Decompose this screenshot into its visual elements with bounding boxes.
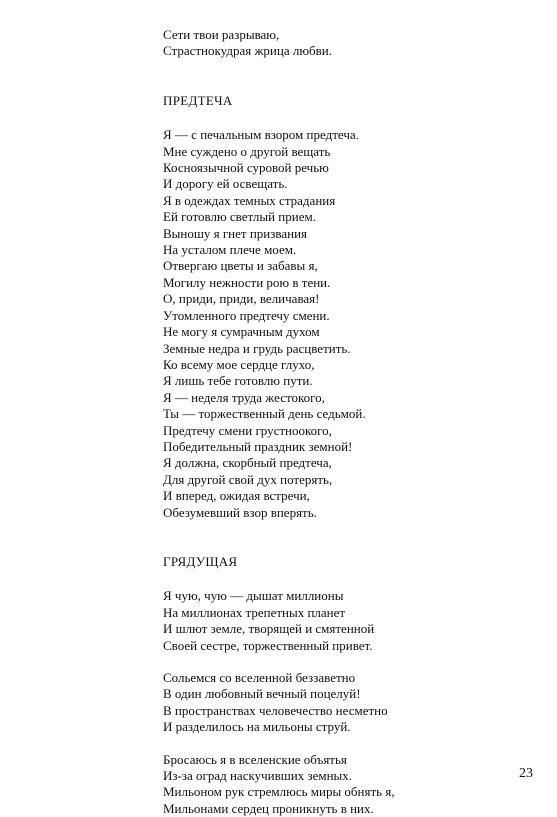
poem-text-block (163, 27, 543, 817)
poem-line: Из-за оград наскучивших земных. (163, 768, 353, 784)
poem-line: Земные недра и грудь расцветить. (163, 340, 351, 356)
poem-line: Ко всему мое сердце глухо, (163, 356, 315, 372)
poem-line: И шлют земле, творящей и смятенной (163, 621, 375, 637)
poem-line: Сольемся со вселенной беззаветно (163, 670, 356, 685)
poem-line: Не могу я сумрачным духом (163, 324, 320, 340)
poem-line: И разделилось на мильоны струй. (163, 719, 351, 735)
poem-line: Сети твои разрываю, (163, 27, 280, 42)
poem-line: О, приди, приди, величавая! (163, 291, 320, 307)
poem-line: Утомленного предтечу смени. (163, 307, 330, 323)
poem-line: Предтечу смени грустноокого, (163, 422, 332, 438)
poem-line: Я — неделя труда жестокого, (163, 389, 325, 405)
poem-line: Победительный праздник земной! (163, 438, 353, 454)
poem-line: Мильоном рук стремлюсь миры обнять я, (163, 784, 395, 800)
poem-title: ГРЯДУЩАЯ (163, 553, 238, 569)
poem-body (163, 127, 543, 521)
poem-line: Выношу я гнет призвания (163, 225, 308, 241)
poem-line: Своей сестре, торжественный привет. (163, 637, 373, 653)
poem-line: И вперед, ожидая встречи, (163, 488, 310, 504)
poem-line: Ты — торжественный день седьмой. (163, 406, 366, 422)
poem-line: Я должна, скорбный предтеча, (163, 455, 332, 471)
poem-line: И дорогу ей освещать. (163, 176, 288, 192)
poem-line: Страстнокудрая жрица любви. (163, 43, 333, 59)
poem-line: Обезумевший взор вперять. (163, 504, 317, 520)
poem-line: Я — с печальным взором предтеча. (163, 127, 359, 143)
poem-line: Бросаюсь я в вселенские объятья (163, 751, 347, 767)
poem-line: Я в одеждах темных страдания (163, 192, 336, 208)
opening-stanza (163, 27, 543, 60)
poem-body (163, 588, 543, 817)
poem-title: ПРЕДТЕЧА (163, 92, 233, 108)
poem-line: Косноязычной суровой речью (163, 160, 329, 176)
poem-line: На миллионах трепетных планет (163, 604, 346, 620)
stanza (163, 670, 543, 736)
page-number: 23 (519, 766, 533, 781)
stanza (163, 752, 543, 817)
poem-line: Мне суждено о другой вещать (163, 143, 331, 159)
poem-line: Ей готовлю светлый прием. (163, 209, 316, 225)
poem-line: Могилу нежности рою в тени. (163, 274, 331, 290)
poem-line: В один любовный вечный поцелуй! (163, 686, 361, 702)
poem-line: На усталом плече моем. (163, 242, 297, 258)
stanza (163, 588, 543, 654)
poem-line: Для другой свой дух потерять, (163, 471, 333, 487)
poem-line: Отвергаю цветы и забавы я, (163, 258, 318, 274)
poem-line: В пространствах человечество несметно (163, 702, 388, 718)
poem-line: Мильонами сердец проникнуть в них. (163, 800, 374, 816)
poem-line: Я лишь тебе готовлю пути. (163, 373, 313, 389)
poem-line: Я чую, чую — дышат миллионы (163, 588, 344, 604)
